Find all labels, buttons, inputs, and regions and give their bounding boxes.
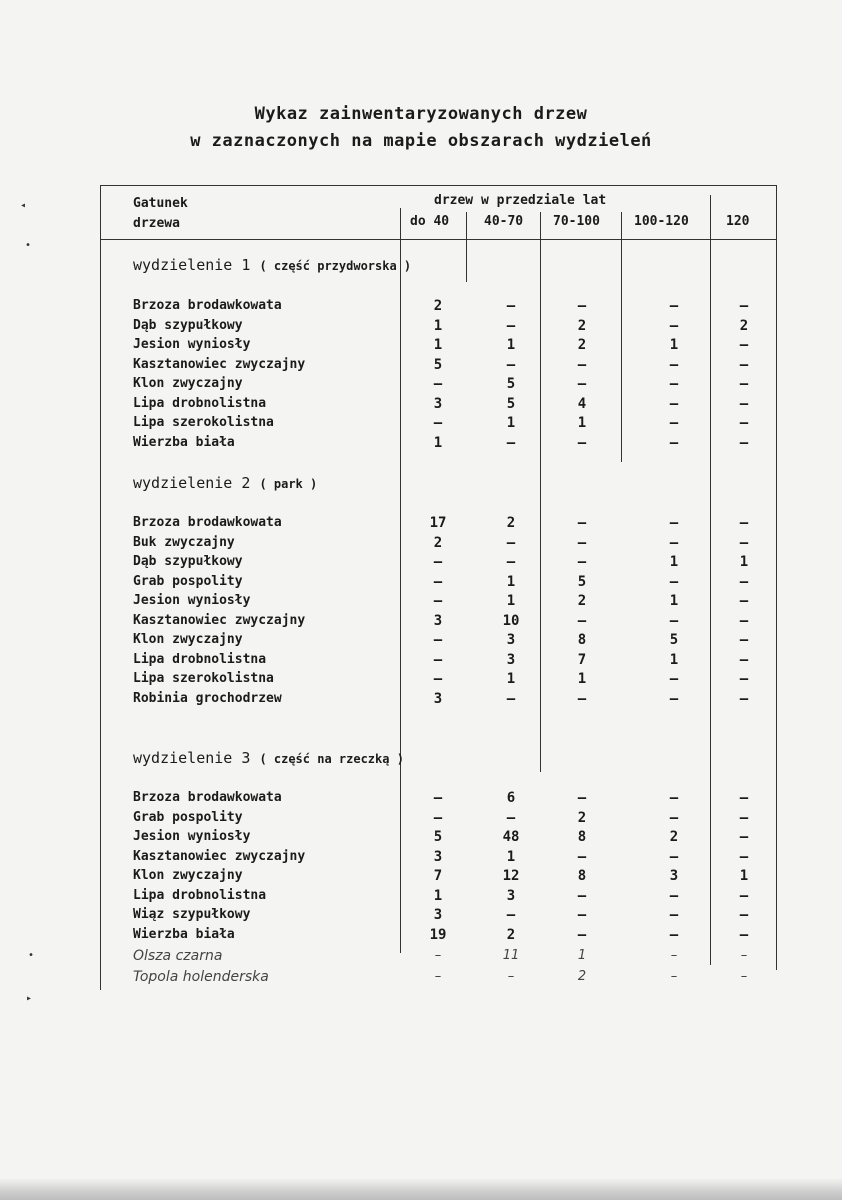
- species-name: Brzoza brodawkowata: [133, 298, 282, 313]
- table-row: [0, 652, 842, 671]
- table-row: [0, 554, 842, 573]
- count-cell: –: [670, 969, 678, 984]
- species-name: Grab pospolity: [133, 573, 243, 589]
- count-cell: –: [433, 593, 443, 609]
- header-col-do40: do 40: [410, 214, 450, 229]
- count-cell: –: [506, 534, 516, 551]
- table-row: [0, 907, 842, 926]
- count-cell: 1: [433, 337, 443, 353]
- count-cell: –: [669, 809, 679, 826]
- header-age-range: drzew w przedziale lat: [434, 193, 607, 208]
- count-cell: –: [669, 395, 679, 412]
- count-cell: 10: [502, 612, 520, 629]
- count-cell: 3: [669, 868, 679, 884]
- table-row: [0, 415, 842, 434]
- count-cell: 3: [506, 887, 516, 904]
- count-cell: –: [434, 948, 442, 963]
- count-cell: –: [506, 298, 516, 314]
- count-cell: 1: [433, 434, 443, 451]
- count-cell: 1: [739, 554, 749, 570]
- count-cell: –: [739, 632, 749, 648]
- count-cell: –: [739, 376, 749, 392]
- species-name: Lipa drobnolistna: [133, 395, 267, 411]
- count-cell: –: [433, 632, 443, 648]
- header-col-120: 120: [726, 214, 750, 229]
- count-cell: 17: [429, 515, 447, 531]
- count-cell: –: [577, 926, 587, 943]
- count-cell: –: [506, 356, 516, 373]
- count-cell: 3: [433, 690, 443, 707]
- header-species-line-1: Gatunek: [133, 196, 188, 211]
- count-cell: 2: [433, 298, 443, 314]
- table-row: [0, 613, 842, 632]
- count-cell: 1: [669, 337, 679, 353]
- count-cell: –: [507, 969, 515, 984]
- species-name: Buk zwyczajny: [133, 534, 235, 550]
- count-cell: 2: [506, 515, 516, 531]
- count-cell: –: [669, 690, 679, 707]
- species-name: Lipa drobnolistna: [133, 887, 267, 903]
- count-cell: –: [739, 671, 749, 687]
- count-cell: –: [669, 376, 679, 392]
- count-cell: 6: [506, 790, 516, 806]
- table-row: [0, 691, 842, 710]
- count-cell: –: [739, 593, 749, 609]
- count-cell: –: [739, 829, 749, 845]
- margin-mark: ◂: [20, 200, 27, 211]
- species-name: Kasztanowiec zwyczajny: [133, 848, 306, 864]
- species-name: Olsza czarna: [133, 948, 223, 964]
- count-cell: –: [739, 573, 749, 590]
- count-cell: 3: [433, 395, 443, 412]
- species-name: Brzoza brodawkowata: [133, 790, 282, 805]
- count-cell: –: [669, 573, 679, 590]
- count-cell: 2: [433, 534, 443, 551]
- count-cell: –: [740, 948, 748, 963]
- table-row: [0, 337, 842, 356]
- table-row: [0, 888, 842, 907]
- count-cell: –: [669, 848, 679, 865]
- species-name: Jesion wyniosły: [133, 829, 251, 844]
- table-row: [0, 318, 842, 337]
- count-cell: 3: [433, 907, 443, 923]
- count-cell: 2: [577, 969, 587, 984]
- table-row: [0, 927, 842, 946]
- count-cell: 1: [669, 651, 679, 668]
- table-row: [0, 396, 842, 415]
- document-title-line-1: Wykaz zainwentaryzowanych drzew: [254, 104, 588, 124]
- count-cell: –: [433, 573, 443, 590]
- count-cell: 5: [433, 829, 443, 845]
- count-cell: 5: [506, 395, 516, 412]
- count-cell: 48: [502, 829, 520, 845]
- species-name: Kasztanowiec zwyczajny: [133, 612, 306, 628]
- table-row: [0, 593, 842, 612]
- count-cell: –: [739, 356, 749, 373]
- count-cell: 2: [577, 593, 587, 609]
- scan-bottom-edge: [0, 1178, 842, 1200]
- count-cell: –: [577, 515, 587, 531]
- species-name: Kasztanowiec zwyczajny: [133, 356, 306, 372]
- count-cell: –: [433, 809, 443, 826]
- section-title: wydzielenie 3: [133, 749, 251, 767]
- count-cell: –: [577, 434, 587, 451]
- table-top-border: [100, 185, 776, 186]
- header-bottom-border: [100, 239, 776, 240]
- count-cell: –: [739, 337, 749, 353]
- count-cell: –: [669, 298, 679, 314]
- count-cell: 7: [433, 868, 443, 884]
- species-name: Lipa drobnolistna: [133, 651, 267, 667]
- count-cell: 1: [506, 337, 516, 353]
- count-cell: –: [669, 907, 679, 923]
- count-cell: 4: [577, 395, 587, 412]
- count-cell: 1: [506, 593, 516, 609]
- table-row: [0, 810, 842, 829]
- count-cell: 5: [433, 356, 443, 373]
- count-cell: 1: [669, 593, 679, 609]
- count-cell: –: [433, 671, 443, 687]
- margin-mark: •: [28, 950, 35, 961]
- count-cell: –: [669, 415, 679, 431]
- count-cell: 1: [506, 573, 516, 590]
- count-cell: –: [577, 298, 587, 314]
- count-cell: –: [669, 612, 679, 629]
- table-row: [0, 535, 842, 554]
- count-cell: –: [433, 554, 443, 570]
- count-cell: 2: [739, 317, 749, 334]
- species-name: Klon zwyczajny: [133, 868, 243, 883]
- count-cell: 5: [669, 632, 679, 648]
- margin-mark: ▸: [26, 993, 33, 1004]
- count-cell: –: [577, 534, 587, 551]
- count-cell: 5: [577, 573, 587, 590]
- table-row: [0, 515, 842, 534]
- count-cell: 19: [429, 926, 447, 943]
- count-cell: –: [739, 907, 749, 923]
- count-cell: 2: [577, 337, 587, 353]
- count-cell: –: [506, 317, 516, 334]
- count-cell: –: [739, 395, 749, 412]
- count-cell: –: [739, 434, 749, 451]
- count-cell: –: [739, 926, 749, 943]
- count-cell: 8: [577, 829, 587, 845]
- column-divider-2: [466, 212, 467, 282]
- count-cell: –: [577, 690, 587, 707]
- table-row: [0, 435, 842, 454]
- count-cell: –: [739, 690, 749, 707]
- count-cell: 1: [506, 848, 516, 865]
- count-cell: –: [739, 887, 749, 904]
- section-heading: [133, 256, 411, 274]
- count-cell: 3: [433, 848, 443, 865]
- count-cell: –: [577, 848, 587, 865]
- count-cell: –: [434, 969, 442, 984]
- count-cell: –: [669, 887, 679, 904]
- count-cell: 2: [669, 829, 679, 845]
- count-cell: –: [506, 907, 516, 923]
- count-cell: 1: [433, 887, 443, 904]
- section-note: ( park ): [259, 477, 318, 491]
- count-cell: 2: [577, 317, 587, 334]
- count-cell: –: [433, 790, 443, 806]
- count-cell: –: [577, 790, 587, 806]
- count-cell: 1: [577, 671, 587, 687]
- species-name: Dąb szypułkowy: [133, 317, 243, 333]
- header-col-70-100: 70-100: [553, 214, 600, 229]
- table-row: [0, 574, 842, 593]
- header-col-100-120: 100-120: [634, 214, 689, 229]
- count-cell: 1: [577, 948, 587, 963]
- count-cell: –: [739, 298, 749, 314]
- species-name: Brzoza brodawkowata: [133, 515, 282, 530]
- count-cell: –: [739, 612, 749, 629]
- count-cell: 3: [433, 612, 443, 629]
- table-row: [0, 357, 842, 376]
- count-cell: –: [577, 376, 587, 392]
- count-cell: –: [577, 356, 587, 373]
- count-cell: 2: [506, 926, 516, 943]
- count-cell: –: [739, 848, 749, 865]
- count-cell: –: [669, 671, 679, 687]
- section-title: wydzielenie 2: [133, 474, 251, 492]
- table-row: [0, 790, 842, 809]
- species-name: Topola holenderska: [133, 969, 269, 985]
- document-title-line-2: w zaznaczonych na mapie obszarach wydzieleń: [190, 131, 652, 151]
- count-cell: 7: [577, 651, 587, 668]
- table-row: [0, 868, 842, 887]
- count-cell: 12: [502, 868, 520, 884]
- count-cell: –: [433, 376, 443, 392]
- section-note: ( część przydworska ): [259, 259, 412, 273]
- table-row: [0, 298, 842, 317]
- count-cell: –: [669, 515, 679, 531]
- species-name: Dąb szypułkowy: [133, 554, 243, 569]
- count-cell: 1: [669, 554, 679, 570]
- species-name: Lipa szerokolistna: [133, 671, 274, 686]
- header-col-40-70: 40-70: [484, 214, 524, 229]
- count-cell: –: [577, 554, 587, 570]
- count-cell: –: [670, 948, 678, 963]
- count-cell: –: [433, 651, 443, 668]
- species-name: Klon zwyczajny: [133, 376, 243, 391]
- species-name: Jesion wyniosły: [133, 593, 251, 608]
- count-cell: –: [739, 809, 749, 826]
- count-cell: –: [433, 415, 443, 431]
- count-cell: –: [669, 926, 679, 943]
- count-cell: 1: [506, 415, 516, 431]
- species-name: Grab pospolity: [133, 809, 243, 825]
- count-cell: –: [577, 887, 587, 904]
- count-cell: –: [506, 690, 516, 707]
- species-name: Robinia grochodrzew: [133, 690, 282, 706]
- species-name: Lipa szerokolistna: [133, 415, 274, 430]
- count-cell: –: [506, 434, 516, 451]
- count-cell: –: [739, 790, 749, 806]
- count-cell: 8: [577, 632, 587, 648]
- count-cell: 3: [506, 651, 516, 668]
- table-row: [0, 829, 842, 848]
- count-cell: 1: [506, 671, 516, 687]
- count-cell: 1: [577, 415, 587, 431]
- section-note: ( część na rzeczką ): [259, 752, 404, 766]
- count-cell: 8: [577, 868, 587, 884]
- section-title: wydzielenie 1: [133, 256, 251, 274]
- margin-mark: •: [25, 240, 32, 251]
- table-row: [0, 671, 842, 690]
- count-cell: 1: [433, 317, 443, 334]
- count-cell: –: [739, 651, 749, 668]
- species-name: Wierzba biała: [133, 434, 235, 450]
- count-cell: –: [739, 534, 749, 551]
- count-cell: –: [739, 515, 749, 531]
- count-cell: 5: [506, 376, 516, 392]
- table-row: [0, 376, 842, 395]
- species-name: Wiąz szypułkowy: [133, 907, 251, 922]
- count-cell: –: [669, 534, 679, 551]
- species-name: Klon zwyczajny: [133, 632, 243, 647]
- count-cell: –: [669, 790, 679, 806]
- species-name: Jesion wyniosły: [133, 337, 251, 352]
- count-cell: 2: [577, 809, 587, 826]
- count-cell: –: [577, 907, 587, 923]
- count-cell: –: [669, 434, 679, 451]
- table-row: [0, 632, 842, 651]
- species-name: Wierzba biała: [133, 926, 235, 942]
- count-cell: –: [506, 554, 516, 570]
- count-cell: –: [740, 969, 748, 984]
- count-cell: –: [669, 356, 679, 373]
- count-cell: –: [577, 612, 587, 629]
- table-row: [0, 849, 842, 868]
- count-cell: –: [739, 415, 749, 431]
- count-cell: –: [506, 809, 516, 826]
- count-cell: 3: [506, 632, 516, 648]
- table-row: [0, 948, 842, 967]
- section-heading: [133, 474, 317, 492]
- section-heading: [133, 749, 404, 767]
- count-cell: 11: [502, 948, 520, 963]
- header-species-line-2: drzewa: [133, 216, 180, 231]
- count-cell: 1: [739, 868, 749, 884]
- table-row: [0, 969, 842, 988]
- count-cell: –: [669, 317, 679, 334]
